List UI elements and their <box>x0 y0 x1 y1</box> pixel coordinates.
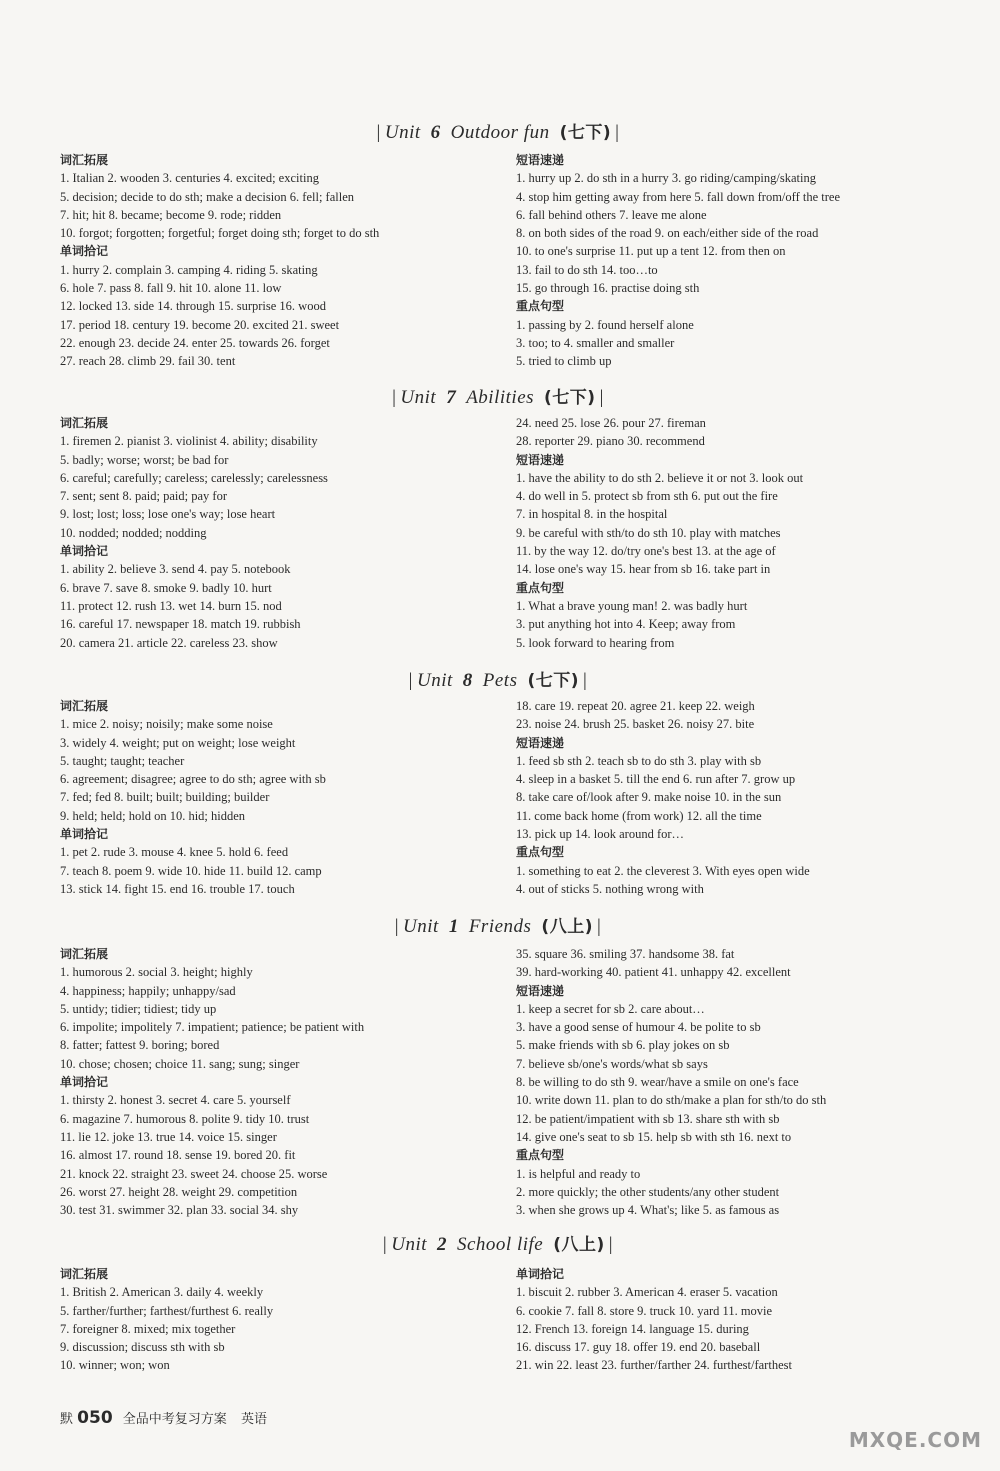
title-bar-right: | <box>608 1234 614 1255</box>
unit-word: Unit <box>403 916 439 937</box>
unit-title <box>0 912 1000 938</box>
unit-left-column <box>60 414 328 652</box>
unit-left-column <box>60 945 364 1219</box>
answer-line: 17. period 18. century 19. become 20. excited 21. sweet <box>60 317 340 332</box>
unit-left-column <box>60 1265 273 1375</box>
answer-line: 9. discussion; discuss sth with sb <box>60 1340 225 1355</box>
section-heading: 单词拾记 <box>60 244 109 259</box>
answer-line: 30. test 31. swimmer 32. plan 33. social 34. shy <box>60 1203 299 1218</box>
unit-word: Unit <box>391 1234 427 1255</box>
answer-line: 1. passing by 2. found herself alone <box>516 317 694 332</box>
section-heading: 词汇拓展 <box>60 699 109 713</box>
unit-title <box>0 1230 1000 1256</box>
answer-line: 6. fall behind others 7. leave me alone <box>516 207 707 222</box>
title-bar-left: | <box>392 387 397 408</box>
answer-line: 18. care 19. repeat 20. agree 21. keep 22. weigh <box>516 699 755 713</box>
section-heading: 词汇拓展 <box>60 416 109 430</box>
answer-line: 5. taught; taught; teacher <box>60 753 185 768</box>
unit-number: 7 <box>446 387 457 408</box>
unit-name: Outdoor fun <box>450 122 550 143</box>
unit-name: Friends <box>468 916 532 937</box>
answer-line: 1. firemen 2. pianist 3. violinist 4. ability; disability <box>60 434 318 449</box>
title-bar-left: | <box>376 122 381 143</box>
answer-line: 7. fed; fed 8. built; built; building; builder <box>60 790 270 805</box>
unit-name: Abilities <box>466 387 535 408</box>
title-bar-left: | <box>408 670 413 691</box>
section-heading: 重点句型 <box>516 580 565 595</box>
unit-right-column <box>516 697 810 898</box>
answer-line: 35. square 36. smiling 37. handsome 38. fat <box>516 947 735 961</box>
answer-line: 7. teach 8. poem 9. wide 10. hide 11. build 12. camp <box>60 863 322 878</box>
answer-line: 10. nodded; nodded; nodding <box>60 525 207 540</box>
answer-line: 14. lose one's way 15. hear from sb 16. take part in <box>516 562 771 577</box>
unit-right-column <box>516 151 840 371</box>
answer-line: 22. enough 23. decide 24. enter 25. towards 26. forget <box>60 335 330 350</box>
unit-word: Unit <box>400 387 437 408</box>
answer-line: 4. stop him getting away from here 5. fall down from/off the tree <box>516 189 840 204</box>
answer-line: 12. French 13. foreign 14. language 15. during <box>516 1321 749 1336</box>
section-heading: 单词拾记 <box>516 1267 565 1281</box>
book-title: 全品中考复习方案 <box>122 1412 227 1427</box>
grade-label: (七下) <box>559 123 612 143</box>
answer-line: 4. happiness; happily; unhappy/sad <box>60 983 236 998</box>
title-bar-right: | <box>599 387 604 408</box>
answer-line: 1. hurry 2. complain 3. camping 4. riding 5. skating <box>60 262 318 277</box>
title-bar-left: | <box>382 1234 388 1255</box>
section-heading: 重点句型 <box>516 845 565 860</box>
answer-line: 12. locked 13. side 14. through 15. surprise 16. wood <box>60 299 326 314</box>
answer-line: 39. hard-working 40. patient 41. unhappy 42. excellent <box>516 965 791 980</box>
section-heading: 短语速递 <box>516 153 565 167</box>
section-heading: 词汇拓展 <box>60 1267 109 1281</box>
answer-line: 6. agreement; disagree; agree to do sth; agree with sb <box>60 772 326 787</box>
unit-name: Pets <box>482 670 518 691</box>
grade-label: (七下) <box>527 671 580 691</box>
unit-word: Unit <box>416 670 453 691</box>
title-bar-right: | <box>583 670 588 691</box>
answer-line: 11. lie 12. joke 13. true 14. voice 15. singer <box>60 1129 277 1144</box>
answer-line: 10. chose; chosen; choice 11. sang; sung; singer <box>60 1056 300 1071</box>
answer-line: 27. reach 28. climb 29. fail 30. tent <box>60 354 236 369</box>
answer-line: 10. write down 11. plan to do sth/make a plan for sth/to do sth <box>516 1093 827 1108</box>
unit-right-column <box>516 945 826 1219</box>
answer-line: 13. fail to do sth 14. too…to <box>516 262 658 277</box>
answer-line: 6. brave 7. save 8. smoke 9. badly 10. hurt <box>60 580 272 595</box>
section-heading: 单词拾记 <box>60 544 109 559</box>
answer-line: 11. protect 12. rush 13. wet 14. burn 15. nod <box>60 598 282 613</box>
unit-name: School life <box>457 1234 544 1255</box>
grade-label: (八上) <box>541 917 593 937</box>
answer-line: 10. to one's surprise 11. put up a tent 12. from then on <box>516 244 786 259</box>
answer-line: 26. worst 27. height 28. weight 29. competition <box>60 1184 298 1199</box>
unit-title <box>0 383 1000 409</box>
answer-line: 5. badly; worse; worst; be bad for <box>60 452 229 467</box>
grade-label: (七下) <box>544 388 596 408</box>
section-heading: 短语速递 <box>516 452 565 467</box>
answer-line: 16. almost 17. round 18. sense 19. bored 20. fit <box>60 1148 296 1163</box>
answer-line: 5. farther/further; farthest/furthest 6. really <box>60 1303 274 1318</box>
answer-line: 2. more quickly; the other students/any other student <box>516 1184 780 1199</box>
title-bar-right: | <box>596 916 602 937</box>
unit-title <box>0 666 1000 692</box>
answer-line: 4. out of sticks 5. nothing wrong with <box>516 881 704 896</box>
answer-line: 1. Italian 2. wooden 3. centuries 4. excited; exciting <box>60 171 319 186</box>
answer-line: 3. have a good sense of humour 4. be polite to sb <box>516 1020 761 1035</box>
answer-line: 1. keep a secret for sb 2. care about… <box>516 1001 705 1016</box>
answer-line: 1. mice 2. noisy; noisily; make some noise <box>60 717 273 732</box>
title-bar-left: | <box>394 916 400 937</box>
unit-number: 8 <box>462 670 473 691</box>
answer-line: 8. fatter; fattest 9. boring; bored <box>60 1038 220 1053</box>
answer-line: 21. knock 22. straight 23. sweet 24. choose 25. worse <box>60 1166 328 1181</box>
answer-line: 1. something to eat 2. the cleverest 3. With eyes open wide <box>516 863 810 878</box>
unit-right-column <box>516 1265 792 1375</box>
section-heading: 单词拾记 <box>60 1075 109 1090</box>
answer-line: 12. be patient/impatient with sb 13. share sth with sb <box>516 1111 780 1126</box>
answer-line: 3. too; to 4. smaller and smaller <box>516 335 675 350</box>
unit-right-column <box>516 414 803 652</box>
answer-line: 1. ability 2. believe 3. send 4. pay 5. notebook <box>60 562 291 577</box>
answer-line: 4. do well in 5. protect sb from sth 6. put out the fire <box>516 489 778 504</box>
answer-line: 6. impolite; impolitely 7. impatient; patience; be patient with <box>60 1020 365 1035</box>
answer-line: 7. hit; hit 8. became; become 9. rode; ridden <box>60 207 282 222</box>
answer-line: 6. cookie 7. fall 8. store 9. truck 10. yard 11. movie <box>516 1303 773 1318</box>
answer-line: 15. go through 16. practise doing sth <box>516 281 700 296</box>
answer-line: 7. believe sb/one's words/what sb says <box>516 1056 708 1071</box>
unit-left-column <box>60 151 379 371</box>
section-heading: 单词拾记 <box>60 827 109 842</box>
answer-line: 3. put anything hot into 4. Keep; away from <box>516 617 736 632</box>
answer-line: 9. be careful with sth/to do sth 10. play with matches <box>516 525 781 540</box>
unit-title <box>0 118 1000 144</box>
section-heading: 词汇拓展 <box>60 153 109 167</box>
section-heading: 短语速递 <box>516 735 565 750</box>
unit-left-column <box>60 697 326 898</box>
answer-line: 1. feed sb sth 2. teach sb to do sth 3. play with sb <box>516 753 762 768</box>
answer-line: 8. be willing to do sth 9. wear/have a smile on one's face <box>516 1075 799 1090</box>
answer-line: 21. win 22. least 23. further/farther 24. furthest/farthest <box>516 1358 792 1373</box>
section-heading: 重点句型 <box>516 1148 565 1163</box>
unit-number: 1 <box>448 916 459 937</box>
answer-line: 13. stick 14. fight 15. end 16. trouble 17. touch <box>60 881 295 896</box>
answer-line: 1. What a brave young man! 2. was badly hurt <box>516 598 748 613</box>
section-heading: 短语速递 <box>516 983 565 998</box>
answer-line: 10. winner; won; won <box>60 1358 170 1373</box>
answer-line: 1. pet 2. rude 3. mouse 4. knee 5. hold 6. feed <box>60 845 289 860</box>
answer-line: 10. forgot; forgotten; forgetful; forget doing sth; forget to do sth <box>60 226 380 241</box>
answer-line: 5. untidy; tidier; tidiest; tidy up <box>60 1001 217 1016</box>
answer-line: 5. make friends with sb 6. play jokes on sb <box>516 1038 730 1053</box>
answer-line: 1. British 2. American 3. daily 4. weekly <box>60 1285 264 1300</box>
answer-line: 6. careful; carefully; careless; carelessly; carelessness <box>60 470 328 485</box>
footer-mark: 默 <box>60 1412 74 1427</box>
answer-line: 7. sent; sent 8. paid; paid; pay for <box>60 489 227 504</box>
unit-number: 6 <box>430 122 441 143</box>
answer-line: 6. magazine 7. humorous 8. polite 9. tidy 10. trust <box>60 1111 310 1126</box>
unit-number: 2 <box>437 1234 447 1255</box>
answer-line: 5. look forward to hearing from <box>516 635 675 650</box>
answer-line: 5. tried to climb up <box>516 354 612 369</box>
answer-line: 3. widely 4. weight; put on weight; lose weight <box>60 735 296 750</box>
subject-label: 英语 <box>240 1412 267 1427</box>
answer-line: 8. on both sides of the road 9. on each/either side of the road <box>516 226 819 241</box>
grade-label: (八上) <box>553 1235 605 1255</box>
answer-line: 9. held; held; hold on 10. hid; hidden <box>60 808 246 823</box>
answer-line: 5. decision; decide to do sth; make a decision 6. fell; fallen <box>60 189 355 204</box>
answer-line: 16. discuss 17. guy 18. offer 19. end 20. baseball <box>516 1340 761 1355</box>
answer-line: 11. come back home (from work) 12. all the time <box>516 808 762 823</box>
answer-line: 14. give one's seat to sb 15. help sb with sth 16. next to <box>516 1129 792 1144</box>
answer-line: 7. in hospital 8. in the hospital <box>516 507 668 522</box>
answer-line: 1. thirsty 2. honest 3. secret 4. care 5. yourself <box>60 1093 291 1108</box>
answer-line: 3. when she grows up 4. What's; like 5. as famous as <box>516 1203 780 1218</box>
answer-line: 1. biscuit 2. rubber 3. American 4. eraser 5. vacation <box>516 1285 778 1300</box>
unit-word: Unit <box>384 122 421 143</box>
page-footer <box>60 1408 267 1428</box>
site-watermark: MXQE.COM <box>848 1428 982 1452</box>
answer-line: 1. have the ability to do sth 2. believe it or not 3. look out <box>516 470 804 485</box>
answer-line: 13. pick up 14. look around for… <box>516 827 685 842</box>
answer-line: 1. humorous 2. social 3. height; highly <box>60 965 253 980</box>
answer-line: 16. careful 17. newspaper 18. match 19. rubbish <box>60 617 301 632</box>
section-heading: 重点句型 <box>516 299 565 314</box>
answer-line: 11. by the way 12. do/try one's best 13. at the age of <box>516 544 776 559</box>
section-heading: 词汇拓展 <box>60 947 109 961</box>
title-bar-right: | <box>615 122 620 143</box>
answer-line: 1. is helpful and ready to <box>516 1166 641 1181</box>
answer-line: 9. lost; lost; loss; lose one's way; lose heart <box>60 507 276 522</box>
answer-line: 23. noise 24. brush 25. basket 26. noisy 27. bite <box>516 717 755 732</box>
answer-line: 6. hole 7. pass 8. fall 9. hit 10. alone 11. low <box>60 281 282 296</box>
answer-line: 1. hurry up 2. do sth in a hurry 3. go riding/camping/skating <box>516 171 816 186</box>
answer-line: 20. camera 21. article 22. careless 23. show <box>60 635 278 650</box>
answer-line: 24. need 25. lose 26. pour 27. fireman <box>516 416 706 430</box>
answer-line: 8. take care of/look after 9. make noise 10. in the sun <box>516 790 782 805</box>
page-number: 050 <box>77 1408 113 1428</box>
answer-line: 4. sleep in a basket 5. till the end 6. run after 7. grow up <box>516 772 796 787</box>
answer-line: 28. reporter 29. piano 30. recommend <box>516 434 705 449</box>
answer-line: 7. foreigner 8. mixed; mix together <box>60 1321 236 1336</box>
